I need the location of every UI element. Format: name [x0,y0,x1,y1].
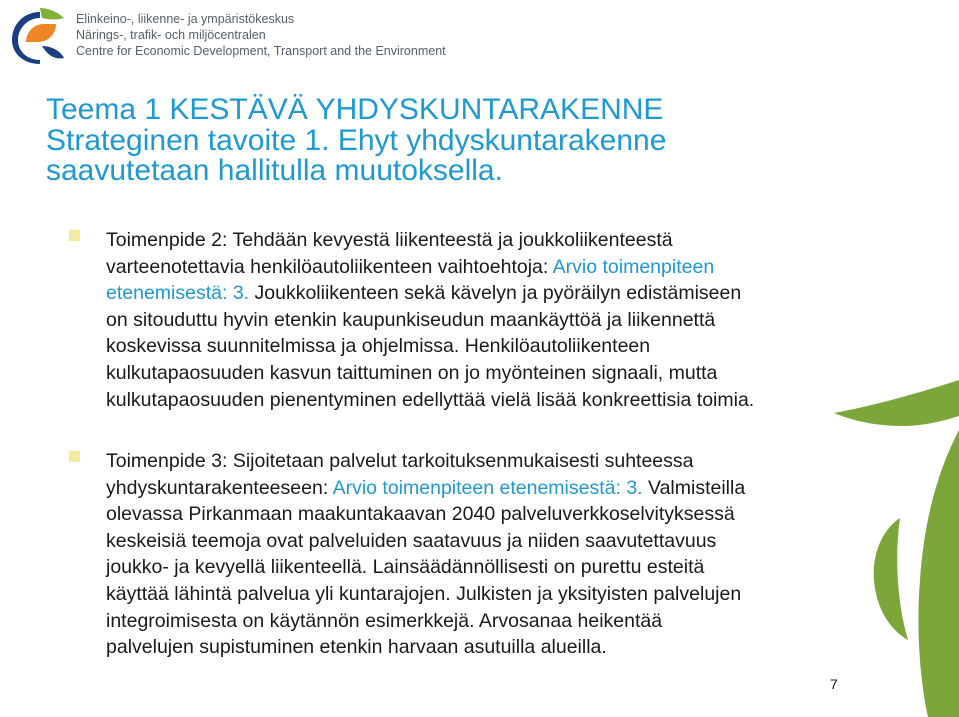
org-name-sv: Närings-, trafik- och miljöcentralen [76,28,266,42]
text-line [106,475,852,502]
title-line-3: saavutetaan hallitulla muutoksella. [46,154,503,187]
text-line: Toimenpide 2: Tehdään kevyestä liikenteestä ja joukkoliikenteestä [106,229,673,251]
bullet-marker-2 [69,451,80,462]
text-line: kulkutapaosuuden pienentyminen edellyttää vielä lisää konkreettisia toimia. [106,388,755,411]
text-line: keskeisiä teemoja ovat palveluiden saatavuus ja niiden saavutettavuus [106,529,717,552]
text-run: varteenotettavia henkilöautoliikenteen vaihtoehtoja: [106,255,553,278]
title-line-2: Strateginen tavoite 1. Ehyt yhdyskuntarakenne [46,123,667,157]
organization-names [76,11,446,59]
slide-title [46,95,866,187]
text-line: integroimisesta on käytännön esimerkkejä. Arvosanaa heikentää [106,609,663,632]
bullet-marker-1 [69,230,80,241]
page-number: 7 [830,676,838,692]
rating-text: etenemisestä: 3. [106,282,250,305]
text-line: palvelujen supistuminen etenkin harvaan asutuilla alueilla. [106,636,607,659]
text-line: Toimenpide 3: Sijoitetaan palvelut tarkoituksenmukaisesti suhteessa [106,450,694,472]
text-line: kulkutapaosuuden kasvun taittuminen on jo myönteinen signaali, mutta [106,361,718,384]
text-run: yhdyskuntarakenteeseen: [106,476,333,499]
bullet-paragraph-2 [106,448,852,661]
text-line [106,280,852,307]
bullet-paragraph-1 [106,227,852,413]
text-run: Valmisteilla [642,476,746,499]
text-line: on sitouduttu hyvin etenkin kaupunkiseudun maankäyttöä ja liikennettä [106,308,716,331]
org-name-en: Centre for Economic Development, Transport and the Environment [76,44,446,58]
rating-text: Arvio toimenpiteen [552,255,715,278]
text-run: Joukkoliikenteen sekä kävelyn ja pyöräilyn edistämiseen [249,282,742,305]
text-line: olevassa Pirkanmaan maakuntakaavan 2040 palveluverkkoselvityksessä [106,503,735,526]
text-line [106,254,852,281]
org-name-fi: Elinkeino-, liikenne- ja ympäristökeskus [76,12,295,26]
title-line-1: Teema 1 KESTÄVÄ YHDYSKUNTARAKENNE [46,93,664,126]
ely-centre-logo-icon [6,4,66,64]
text-line: koskevissa suunnitelmissa ja ohjelmissa. Henkilöautoliikenteen [106,335,651,358]
rating-text: Arvio toimenpiteen etenemisestä: 3. [332,476,643,499]
text-line: joukko- ja kevyellä liikenteellä. Lainsäädännöllisesti on purettu esteitä [106,556,705,579]
text-line: käyttää lähintä palvelua yli kuntarajojen. Julkisten ja yksityisten palvelujen [106,582,742,605]
